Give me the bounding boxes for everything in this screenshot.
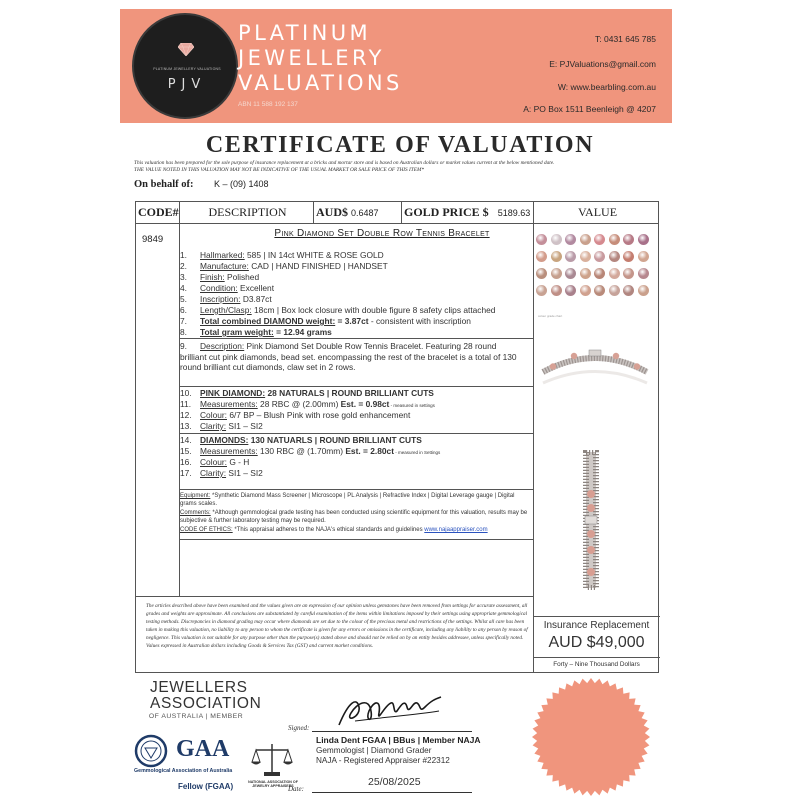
diamond-swatch [565,285,576,296]
signature-image [335,693,445,729]
diamond-swatch [565,251,576,262]
diamond-swatch [594,251,605,262]
appraiser-role: Gemmologist | Diamond Grader [316,746,432,755]
diamonds-heading: 14. DIAMONDS: 130 NATUARLS | ROUND BRILLIANT CUTS [180,435,422,445]
abn-number: ABN 11 588 192 137 [238,101,298,108]
diamond-icon [178,43,194,56]
gaa-logo-text: GAA [176,736,230,762]
header-banner [120,9,672,123]
list-item: 5. Inscription: D3.87ct [180,294,272,304]
header-value: VALUE [534,202,659,224]
seal-shape [532,678,650,796]
diamond-swatch [623,251,634,262]
colour-grade-chart [536,234,652,297]
brand-line-2: JEWELLERY [238,46,385,70]
diamond-swatch [551,268,562,279]
aud-label: AUD$ [316,205,348,219]
equipment-note: Equipment: *Synthetic Diamond Mass Screener | Microscope | PL Analysis | Refractive Index | Digital Leverage gauge | Digital grams scales. [180,493,515,508]
logo-small-text: PLATINUM JEWELLERY VALUATIONS [153,67,221,71]
header-aud [314,202,402,224]
list-item: 4. Condition: Excellent [180,283,275,293]
item-code: 9849 [142,234,164,245]
contact-email: E: PJValuations@gmail.com [549,59,656,69]
gold-price-value: 5189.63 [497,208,531,218]
insurance-value-words: Forty – Nine Thousand Dollars [553,661,640,668]
diamond-swatch [580,268,591,279]
diamond-swatch [551,285,562,296]
official-seal [531,677,651,797]
date-label: Date: [288,785,304,793]
certificate-title: CERTIFICATE OF VALUATION [205,132,595,158]
item-description: 9. Description: Pink Diamond Set Double Row Tennis Bracelet. Featuring 28 round brilliant cut pink diamonds, bead set. encompassing the rest of the bracelet is a total of 130 round brilliant cut diamonds, claw set in 2 rows. [180,341,517,372]
diamond-swatch [623,285,634,296]
valuation-table [135,201,659,673]
list-item: 2. Manufacture: CAD | HAND FINISHED | HANDSET [180,261,388,271]
brand-line-3: VALUATIONS [238,71,403,95]
list-item: 13. Clarity: SI1 – SI2 [180,421,263,431]
diamond-swatch [580,234,591,245]
item-title: Pink Diamond Set Double Row Tennis Bracelet [274,228,490,239]
diamond-swatch [609,268,620,279]
aud-value: 0.6487 [351,208,379,218]
list-item: 1. Hallmarked: 585 | IN 14ct WHITE & ROSE GOLD [180,250,384,260]
diamond-swatch [594,234,605,245]
contact-web: W: www.bearbling.com.au [557,82,656,92]
contact-phone: T: 0431 645 785 [595,34,656,44]
insurance-label: Insurance Replacement [543,620,650,631]
appraiser-registration: NAJA - Registered Appraiser #22312 [316,756,450,765]
comments-note: Comments: *Although gemmological grade testing has been conducted using scientific equipment for this valuation, results may be subjective & further laboratory testing may be required. [180,510,528,525]
list-item: 12. Colour: 6/7 BP – Blush Pink with rose gold enhancement [180,410,411,420]
list-item: 6. Length/Clasp: 18cm | Box lock closure with double figure 8 safety clips attached [180,305,496,315]
contact-address: A: PO Box 1511 Beenleigh @ 4207 [523,104,656,114]
behalf-label: On behalf of: [134,179,194,190]
disclaimer-line-2: THE VALUE NOTED IN THIS VALUATION MAY NOT BE INDICATIVE OF THE USUAL MARKET OR SALE PRICE OF THIS ITEM* [134,167,425,173]
list-item: 11. Measurements: 28 RBC @ (2.00mm) Est. = 0.98ct - measured in settings [180,399,435,409]
list-item: 3. Finish: Polished [180,272,260,282]
diamond-swatch [609,234,620,245]
naja-link[interactable]: www.najaappraiser.com [424,527,488,533]
disclaimer-line-1: This valuation has been prepared for the sole purpose of insurance replacement at a bricks and mortar store and is based on Australian dollars or market values current at the below mentioned date. [134,160,555,166]
logo-letters: PJV [167,77,207,92]
chart-caption: colour grade chart [538,314,563,318]
list-item: 17. Clarity: SI1 – SI2 [180,468,263,478]
diamond-swatch [623,268,634,279]
diamond-swatch [609,251,620,262]
diamond-swatch [536,234,547,245]
gold-price-label: GOLD PRICE $ [404,205,489,219]
diamond-swatch [638,251,649,262]
jaa-logo: JEWELLERS ASSOCIATION [150,679,262,712]
signed-label: Signed: [288,724,310,732]
ethics-note: CODE OF ETHICS: *This appraisal adheres to the NAJA's ethical standards and guidelines www.najaappraiser.com [180,527,488,533]
total-diamond-weight: 7. Total combined DIAMOND weight: = 3.87ct - consistent with inscription [180,316,471,326]
header-code: CODE# [136,202,180,224]
gaa-full-name: Gemmological Association of Australia [134,768,233,774]
naja-full-name: NATIONAL ASSOCIATION OF JEWELRY APPRAISERS [248,780,298,789]
diamond-swatch [536,268,547,279]
behalf-value: K – (09) 1408 [214,179,269,189]
diamond-swatch [638,234,649,245]
diamond-swatch [623,234,634,245]
gaa-fellow: Fellow (FGAA) [178,782,234,791]
diamond-swatch [594,285,605,296]
jaa-member-text: OF AUSTRALIA | MEMBER [148,713,244,720]
pink-diamond-heading: 10. PINK DIAMOND: 28 NATURALS | ROUND BRILLIANT CUTS [180,388,434,398]
diamond-swatch [580,285,591,296]
appraiser-name: Linda Dent FGAA | BBus | Member NAJA [316,735,481,745]
terms-text: The articles described above have been examined and the values given are an expression of our opinion unless gemstones have been removed from settings for accurate assessment, all grades and weights are approximate. All conclusions are substantiated by careful examination of the items within limitations imposed by their settings using appropriate gemmological testing methods. Discrepancies in diamond grading may occur where diamonds are set due to the colour of the precious metal and restrictions of the settings. Whilst all care has been taken in making this valuation, no liability to any person to whom the certificate is given for any errors or omissions in the certificate, including any liability to any person by reason of negligence. This valuation is not suitable for any purpose other than the purpose(s) stated above and should not be relied on by an entity besides addressee, unless specifically noted. Values expressed in Australian dollars including Goods & Services Tax (GST) and current market conditions. [146,603,528,649]
brand-line-1: PLATINUM [238,21,371,45]
valuation-date: 25/08/2025 [368,776,421,788]
total-gram-weight: 8. Total gram weight: = 12.94 grams [180,327,332,337]
bracelet-image-horizontal [539,342,651,390]
insurance-value: AUD $49,000 [548,634,645,651]
list-item: 15. Measurements: 130 RBC @ (1.70mm) Est. = 2.80ct - measured in Settings [180,446,441,456]
list-item: 16. Colour: G - H [180,457,250,467]
bracelet-image-vertical [578,450,604,590]
company-logo [132,13,238,119]
diamond-swatch [565,268,576,279]
diamond-swatch [551,234,562,245]
diamond-swatch [536,251,547,262]
gaa-emblem-icon [134,734,174,768]
diamond-swatch [565,234,576,245]
diamond-swatch [594,268,605,279]
diamond-swatch [536,285,547,296]
diamond-swatch [638,285,649,296]
naja-scales-icon [250,742,294,778]
header-gold-price [402,202,534,224]
diamond-swatch [580,251,591,262]
diamond-swatch [609,285,620,296]
header-description: DESCRIPTION [180,202,314,224]
diamond-swatch [551,251,562,262]
diamond-swatch [638,268,649,279]
